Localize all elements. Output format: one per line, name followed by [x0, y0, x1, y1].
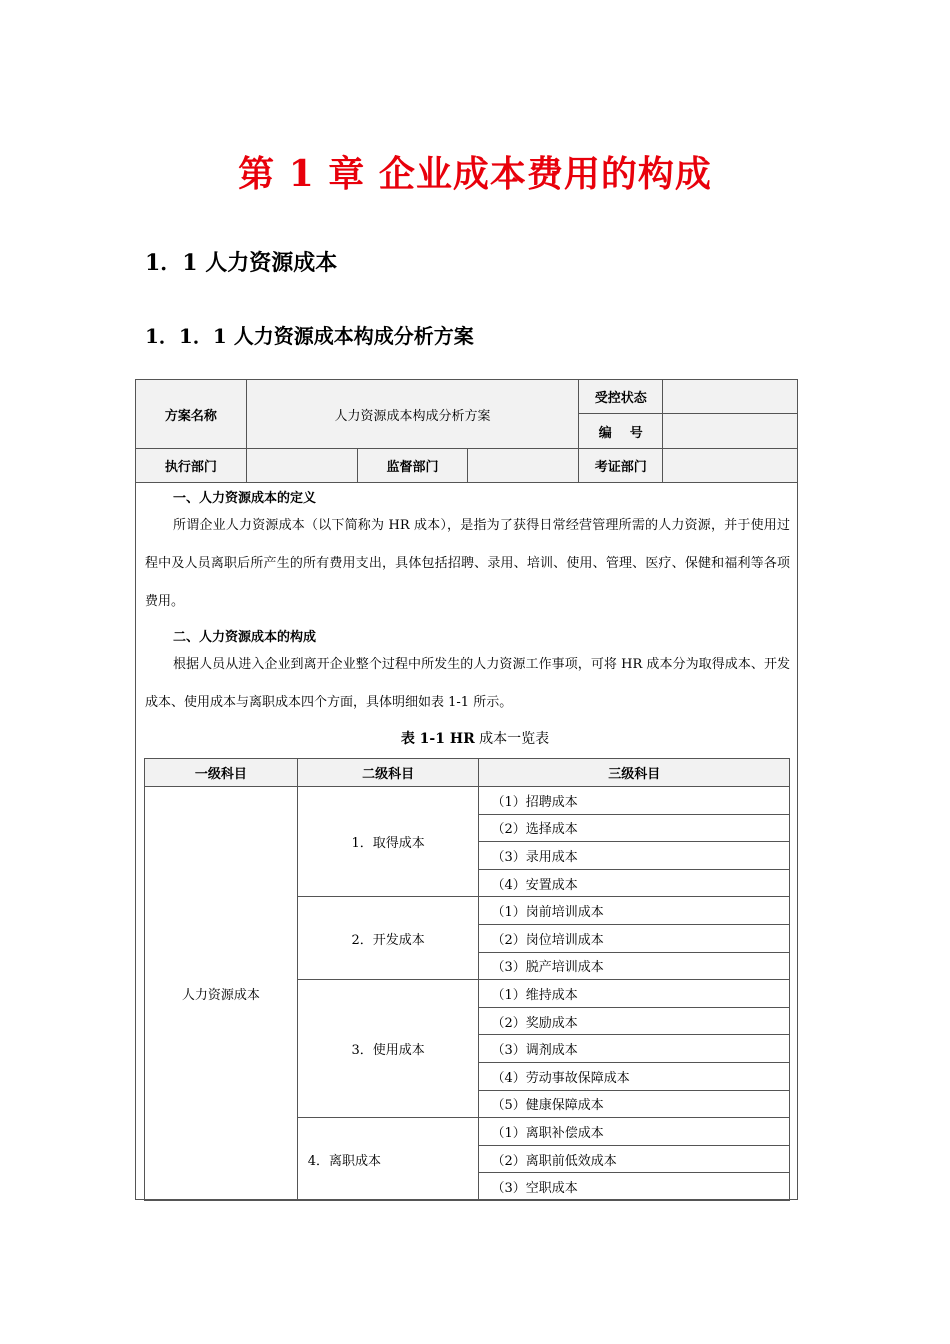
level3-cell: （1）岗前培训成本	[479, 897, 790, 925]
level3-cell: （4）劳动事故保障成本	[479, 1062, 790, 1090]
level3-cell: （3）调剂成本	[479, 1035, 790, 1063]
level3-cell: （3）空职成本	[479, 1173, 790, 1201]
level3-cell: （3）录用成本	[479, 842, 790, 870]
table-caption-number: 表 1-1 HR	[400, 731, 475, 747]
level2-cell: 4．离职成本	[297, 1118, 479, 1201]
table-caption	[0, 728, 950, 748]
chapter-title: 第 1 章 企业成本费用的构成	[238, 153, 712, 195]
table-caption-text: 成本一览表	[474, 731, 550, 747]
supervise-dept-label: 监督部门	[357, 449, 468, 483]
level3-cell: （4）安置成本	[479, 869, 790, 897]
level3-cell: （5）健康保障成本	[479, 1090, 790, 1118]
level3-cell: （1）维持成本	[479, 980, 790, 1008]
level3-cell: （2）岗位培训成本	[479, 924, 790, 952]
level3-cell: （2）离职前低效成本	[479, 1145, 790, 1173]
hr-cost-table	[144, 758, 790, 1201]
table-row	[145, 787, 790, 815]
verify-dept-value	[663, 449, 798, 483]
definition-paragraph: 所谓企业人力资源成本（以下简称为 HR 成本），是指为了获得日常经营管理所需的人力资源，并于使用过程中及人员离职后所产生的所有费用支出，具体包括招聘、录用、培训、使用、管理、医疗、保健和福利等各项费用。	[145, 518, 790, 609]
level3-cell: （2）选择成本	[479, 814, 790, 842]
level1-cell: 人力资源成本	[145, 787, 298, 1201]
header-level3: 三级科目	[479, 759, 790, 787]
verify-dept-label: 考证部门	[579, 449, 663, 483]
level3-cell: （2）奖励成本	[479, 1007, 790, 1035]
level3-cell: （1）招聘成本	[479, 787, 790, 815]
level3-cell: （1）离职补偿成本	[479, 1118, 790, 1146]
subsection-title: 1．1．1 人力资源成本构成分析方案	[145, 324, 474, 348]
plan-name-label: 方案名称	[136, 380, 247, 449]
exec-dept-label: 执行部门	[136, 449, 247, 483]
plan-name-value: 人力资源成本构成分析方案	[246, 380, 578, 449]
level2-cell: 3．使用成本	[297, 980, 479, 1118]
control-status-label: 受控状态	[579, 380, 663, 414]
hr-cost-table-body	[145, 759, 790, 1201]
level3-cell: （3）脱产培训成本	[479, 952, 790, 980]
control-status-value	[663, 380, 798, 414]
section-heading-composition: 二、人力资源成本的构成	[173, 630, 317, 645]
section-heading-definition: 一、人力资源成本的定义	[173, 491, 317, 506]
number-label: 编 号	[579, 414, 663, 449]
exec-dept-value	[246, 449, 357, 483]
number-value	[663, 414, 798, 449]
header-level1: 一级科目	[145, 759, 298, 787]
composition-paragraph: 根据人员从进入企业到离开企业整个过程中所发生的人力资源工作事项，可将 HR 成本分为取得成本、开发成本、使用成本与离职成本四个方面，具体明细如表 1-1 所示。	[145, 657, 790, 710]
plan-meta-table	[135, 379, 798, 483]
level2-cell: 1．取得成本	[297, 787, 479, 897]
supervise-dept-value	[468, 449, 579, 483]
header-level2: 二级科目	[297, 759, 479, 787]
level2-cell: 2．开发成本	[297, 897, 479, 980]
section-title: 1．1 人力资源成本	[145, 250, 338, 276]
